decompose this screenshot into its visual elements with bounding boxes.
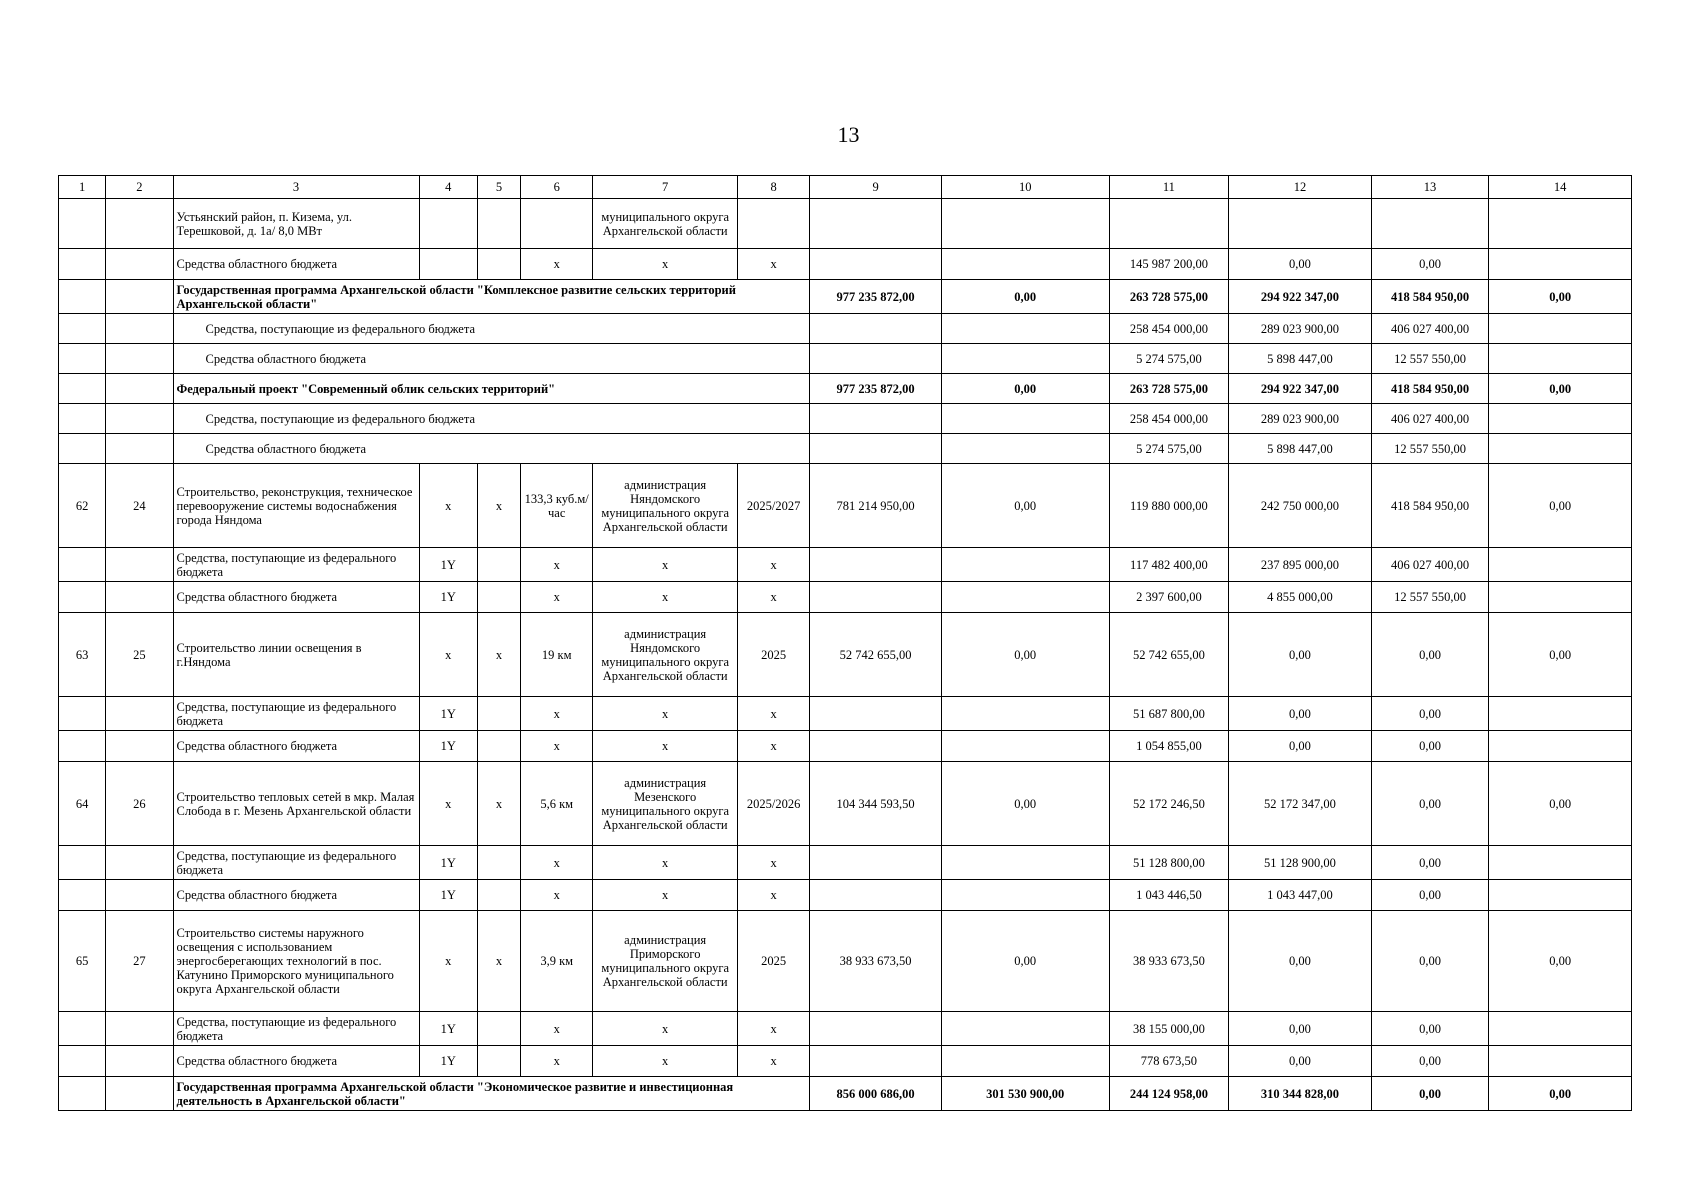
table-cell: Средства областного бюджета: [173, 1046, 419, 1077]
table-cell: x: [419, 911, 477, 1012]
table-cell: x: [521, 249, 593, 280]
table-cell: 119 880 000,00: [1109, 464, 1229, 548]
table-row: [59, 911, 1632, 1012]
table-cell: [59, 404, 106, 434]
table-cell: [1489, 731, 1632, 762]
table-cell: [1489, 249, 1632, 280]
table-cell: 0,00: [1229, 249, 1372, 280]
table-cell: Строительство тепловых сетей в мкр. Малая Слобода в г. Мезень Архангельской области: [173, 762, 419, 846]
table-cell: [810, 1046, 942, 1077]
table-cell: 0,00: [941, 762, 1109, 846]
table-cell: [477, 846, 520, 880]
table-cell: x: [521, 731, 593, 762]
table-cell: x: [593, 697, 738, 731]
budget-table: [58, 175, 1632, 1111]
table-cell: [59, 731, 106, 762]
table-row: [59, 1012, 1632, 1046]
table-cell: 778 673,50: [1109, 1046, 1229, 1077]
table-row: [59, 1046, 1632, 1077]
table-cell: [106, 1046, 173, 1077]
table-cell: x: [593, 1012, 738, 1046]
table-cell: [941, 880, 1109, 911]
table-cell: 5 898 447,00: [1229, 434, 1372, 464]
table-cell: [59, 1012, 106, 1046]
table-cell: [1371, 199, 1489, 249]
table-cell: x: [521, 880, 593, 911]
table-cell: 0,00: [1371, 1012, 1489, 1046]
table-cell: [1489, 344, 1632, 374]
table-cell: 0,00: [1371, 1046, 1489, 1077]
table-cell: 1Y: [419, 697, 477, 731]
table-cell: [106, 280, 173, 314]
table-row: [59, 280, 1632, 314]
table-cell: 0,00: [1371, 249, 1489, 280]
table-cell: [477, 880, 520, 911]
table-cell: x: [737, 1046, 809, 1077]
table-cell: 38 933 673,50: [810, 911, 942, 1012]
table-cell: 12 557 550,00: [1371, 582, 1489, 613]
table-cell: [477, 1046, 520, 1077]
table-cell: x: [593, 249, 738, 280]
table-cell: 25: [106, 613, 173, 697]
table-cell: [941, 1012, 1109, 1046]
table-cell: [810, 548, 942, 582]
table-cell: [1489, 404, 1632, 434]
table-cell: 0,00: [941, 374, 1109, 404]
column-header: 10: [941, 176, 1109, 199]
header-row: [59, 176, 1632, 199]
table-cell: [810, 434, 942, 464]
table-cell: 1 043 446,50: [1109, 880, 1229, 911]
table-cell: 977 235 872,00: [810, 280, 942, 314]
table-cell: [810, 880, 942, 911]
table-cell: x: [593, 731, 738, 762]
table-cell: [941, 249, 1109, 280]
table-cell: x: [593, 846, 738, 880]
table-cell: x: [477, 613, 520, 697]
table-cell: 3,9 км: [521, 911, 593, 1012]
table-cell: Федеральный проект "Современный облик сельских территорий": [173, 374, 810, 404]
table-cell: 19 км: [521, 613, 593, 697]
table-cell: 12 557 550,00: [1371, 344, 1489, 374]
column-header: 5: [477, 176, 520, 199]
column-header: 7: [593, 176, 738, 199]
table-cell: Средства областного бюджета: [173, 582, 419, 613]
table-cell: [810, 846, 942, 880]
table-cell: 2025: [737, 911, 809, 1012]
table-cell: x: [737, 846, 809, 880]
table-cell: Средства, поступающие из федерального бюджета: [173, 404, 810, 434]
table-cell: 310 344 828,00: [1229, 1077, 1372, 1111]
table-cell: 1Y: [419, 548, 477, 582]
table-cell: 781 214 950,00: [810, 464, 942, 548]
table-cell: Строительство, реконструкция, техническое перевооружение системы водоснабжения города Няндома: [173, 464, 419, 548]
table-cell: [810, 249, 942, 280]
table-cell: 145 987 200,00: [1109, 249, 1229, 280]
table-cell: x: [521, 697, 593, 731]
table-cell: x: [521, 582, 593, 613]
table-cell: [1489, 199, 1632, 249]
table-cell: 1 043 447,00: [1229, 880, 1372, 911]
column-header: 8: [737, 176, 809, 199]
table-row: [59, 1077, 1632, 1111]
table-cell: Строительство системы наружного освещения с использованием энергосберегающих технологий в пос. Катунино Приморского муниципального округа Архангельской области: [173, 911, 419, 1012]
table-row: [59, 249, 1632, 280]
table-row: [59, 880, 1632, 911]
table-cell: 0,00: [1371, 762, 1489, 846]
table-cell: 1Y: [419, 1046, 477, 1077]
table-cell: 0,00: [1489, 374, 1632, 404]
table-cell: 2025/2027: [737, 464, 809, 548]
table-cell: 52 172 246,50: [1109, 762, 1229, 846]
table-row: [59, 434, 1632, 464]
table-cell: [59, 697, 106, 731]
table-cell: [810, 582, 942, 613]
table-cell: 0,00: [1229, 1012, 1372, 1046]
table-cell: 0,00: [1489, 613, 1632, 697]
table-cell: [106, 314, 173, 344]
table-cell: [941, 731, 1109, 762]
table-cell: [477, 199, 520, 249]
table-cell: 52 742 655,00: [1109, 613, 1229, 697]
table-cell: 1Y: [419, 846, 477, 880]
table-cell: [1489, 880, 1632, 911]
table-cell: x: [477, 464, 520, 548]
table-cell: [1489, 434, 1632, 464]
table-cell: 2025/2026: [737, 762, 809, 846]
table-cell: [106, 199, 173, 249]
column-header: 4: [419, 176, 477, 199]
table-cell: 2025: [737, 613, 809, 697]
table-cell: [106, 374, 173, 404]
table-cell: [477, 249, 520, 280]
table-cell: [941, 582, 1109, 613]
table-cell: 0,00: [1229, 613, 1372, 697]
table-cell: [106, 846, 173, 880]
table-cell: [59, 374, 106, 404]
table-cell: [59, 1046, 106, 1077]
table-cell: x: [593, 582, 738, 613]
column-header: 13: [1371, 176, 1489, 199]
table-cell: 51 687 800,00: [1109, 697, 1229, 731]
table-cell: 406 027 400,00: [1371, 404, 1489, 434]
table-cell: 51 128 900,00: [1229, 846, 1372, 880]
table-cell: Средства областного бюджета: [173, 731, 419, 762]
table-cell: [941, 199, 1109, 249]
table-cell: [59, 880, 106, 911]
table-row: [59, 613, 1632, 697]
table-cell: администрация Мезенского муниципального округа Архангельской области: [593, 762, 738, 846]
table-cell: [106, 731, 173, 762]
table-cell: [1489, 314, 1632, 344]
table-cell: [810, 314, 942, 344]
table-cell: x: [477, 911, 520, 1012]
table-cell: [810, 731, 942, 762]
table-cell: Средства, поступающие из федерального бюджета: [173, 548, 419, 582]
table-cell: 0,00: [1371, 697, 1489, 731]
table-cell: [810, 1012, 942, 1046]
table-cell: [941, 314, 1109, 344]
table-row: [59, 731, 1632, 762]
table-cell: 4 855 000,00: [1229, 582, 1372, 613]
table-cell: [477, 1012, 520, 1046]
table-row: [59, 404, 1632, 434]
table-row: [59, 548, 1632, 582]
table-cell: [1489, 548, 1632, 582]
table-cell: [1489, 582, 1632, 613]
table-row: [59, 582, 1632, 613]
table-cell: Государственная программа Архангельской области "Комплексное развитие сельских территорий Архангельской области": [173, 280, 810, 314]
table-cell: 0,00: [1489, 464, 1632, 548]
table-row: [59, 314, 1632, 344]
table-cell: 5 274 575,00: [1109, 344, 1229, 374]
table-cell: 12 557 550,00: [1371, 434, 1489, 464]
column-header: 1: [59, 176, 106, 199]
table-cell: 133,3 куб.м/час: [521, 464, 593, 548]
table-cell: x: [593, 548, 738, 582]
table-cell: 418 584 950,00: [1371, 280, 1489, 314]
table-cell: 5 898 447,00: [1229, 344, 1372, 374]
table-cell: x: [737, 548, 809, 582]
table-cell: Средства, поступающие из федерального бюджета: [173, 697, 419, 731]
table-cell: x: [521, 548, 593, 582]
table-cell: [106, 1077, 173, 1111]
table-cell: 977 235 872,00: [810, 374, 942, 404]
table-row: [59, 199, 1632, 249]
table-cell: 0,00: [1371, 1077, 1489, 1111]
table-cell: 5,6 км: [521, 762, 593, 846]
table-cell: [106, 249, 173, 280]
table-cell: 263 728 575,00: [1109, 280, 1229, 314]
table-cell: администрация Няндомского муниципального округа Архангельской области: [593, 464, 738, 548]
table-cell: x: [593, 880, 738, 911]
table-cell: Средства, поступающие из федерального бюджета: [173, 1012, 419, 1046]
table-cell: [419, 249, 477, 280]
table-cell: 117 482 400,00: [1109, 548, 1229, 582]
table-cell: [1489, 1046, 1632, 1077]
table-cell: 63: [59, 613, 106, 697]
table-cell: [59, 280, 106, 314]
table-cell: [59, 434, 106, 464]
table-cell: [106, 1012, 173, 1046]
column-header: 3: [173, 176, 419, 199]
table-cell: x: [737, 249, 809, 280]
table-cell: 5 274 575,00: [1109, 434, 1229, 464]
table-cell: x: [521, 1046, 593, 1077]
table-cell: [106, 697, 173, 731]
table-cell: [1489, 697, 1632, 731]
table-cell: [810, 697, 942, 731]
table-cell: 258 454 000,00: [1109, 404, 1229, 434]
table-cell: x: [521, 1012, 593, 1046]
table-cell: [477, 731, 520, 762]
table-cell: [810, 404, 942, 434]
table-cell: [106, 548, 173, 582]
table-cell: [941, 434, 1109, 464]
table-cell: x: [737, 697, 809, 731]
table-cell: Средства областного бюджета: [173, 434, 810, 464]
table-cell: 24: [106, 464, 173, 548]
table-cell: [59, 199, 106, 249]
page-number: 13: [837, 122, 860, 147]
table-row: [59, 697, 1632, 731]
table-cell: 258 454 000,00: [1109, 314, 1229, 344]
table-row: [59, 344, 1632, 374]
table-cell: [477, 548, 520, 582]
table-cell: [59, 249, 106, 280]
table-cell: 51 128 800,00: [1109, 846, 1229, 880]
column-header: 9: [810, 176, 942, 199]
table-cell: 263 728 575,00: [1109, 374, 1229, 404]
table-cell: [941, 697, 1109, 731]
table-cell: 406 027 400,00: [1371, 314, 1489, 344]
table-cell: 0,00: [1489, 1077, 1632, 1111]
table-cell: [1109, 199, 1229, 249]
table-cell: [59, 582, 106, 613]
table-cell: 301 530 900,00: [941, 1077, 1109, 1111]
table-cell: 0,00: [941, 613, 1109, 697]
table-cell: x: [521, 846, 593, 880]
table-cell: 0,00: [1489, 911, 1632, 1012]
table-cell: 418 584 950,00: [1371, 464, 1489, 548]
table-cell: 0,00: [1371, 880, 1489, 911]
table-cell: Средства областного бюджета: [173, 249, 419, 280]
table-cell: 0,00: [941, 464, 1109, 548]
table-cell: 0,00: [1489, 280, 1632, 314]
table-cell: муниципального округа Архангельской области: [593, 199, 738, 249]
table-cell: x: [477, 762, 520, 846]
table-cell: 104 344 593,50: [810, 762, 942, 846]
table-cell: [106, 404, 173, 434]
table-cell: 418 584 950,00: [1371, 374, 1489, 404]
table-cell: 294 922 347,00: [1229, 280, 1372, 314]
table-cell: [1229, 199, 1372, 249]
table-cell: 406 027 400,00: [1371, 548, 1489, 582]
table-cell: [59, 846, 106, 880]
column-header: 12: [1229, 176, 1372, 199]
table-cell: 0,00: [1229, 1046, 1372, 1077]
table-cell: 0,00: [1371, 731, 1489, 762]
table-cell: 52 742 655,00: [810, 613, 942, 697]
table-cell: [941, 548, 1109, 582]
table-cell: [59, 548, 106, 582]
table-row: [59, 846, 1632, 880]
table-cell: 244 124 958,00: [1109, 1077, 1229, 1111]
table-cell: [59, 314, 106, 344]
column-header: 11: [1109, 176, 1229, 199]
table-cell: 27: [106, 911, 173, 1012]
column-header: 6: [521, 176, 593, 199]
table-cell: [941, 404, 1109, 434]
table-cell: 237 895 000,00: [1229, 548, 1372, 582]
table-cell: [106, 880, 173, 911]
column-header: 14: [1489, 176, 1632, 199]
table-cell: x: [419, 613, 477, 697]
table-cell: Средства, поступающие из федерального бюджета: [173, 314, 810, 344]
table-row: [59, 464, 1632, 548]
table-cell: [59, 344, 106, 374]
table-cell: 2 397 600,00: [1109, 582, 1229, 613]
table-cell: 0,00: [1371, 846, 1489, 880]
table-cell: 62: [59, 464, 106, 548]
table-cell: x: [419, 762, 477, 846]
table-cell: [1489, 846, 1632, 880]
table-cell: 0,00: [941, 280, 1109, 314]
table-cell: x: [737, 880, 809, 911]
table-cell: 38 933 673,50: [1109, 911, 1229, 1012]
table-cell: 1 054 855,00: [1109, 731, 1229, 762]
table-cell: [737, 199, 809, 249]
table-cell: 294 922 347,00: [1229, 374, 1372, 404]
table-cell: x: [737, 731, 809, 762]
table-cell: 65: [59, 911, 106, 1012]
table-cell: администрация Приморского муниципального округа Архангельской области: [593, 911, 738, 1012]
table-cell: 38 155 000,00: [1109, 1012, 1229, 1046]
table-cell: x: [737, 582, 809, 613]
table-cell: 1Y: [419, 731, 477, 762]
table-cell: [521, 199, 593, 249]
table-cell: Средства, поступающие из федерального бюджета: [173, 846, 419, 880]
table-cell: 0,00: [1229, 731, 1372, 762]
table-cell: 289 023 900,00: [1229, 404, 1372, 434]
table-cell: 1Y: [419, 880, 477, 911]
table-cell: 64: [59, 762, 106, 846]
table-cell: [810, 199, 942, 249]
table-cell: 856 000 686,00: [810, 1077, 942, 1111]
table-cell: 1Y: [419, 582, 477, 613]
table-row: [59, 374, 1632, 404]
table-cell: [477, 697, 520, 731]
table-cell: [106, 434, 173, 464]
table-cell: [941, 344, 1109, 374]
table-cell: [1489, 1012, 1632, 1046]
table-cell: 289 023 900,00: [1229, 314, 1372, 344]
table-cell: Устьянский район, п. Кизема, ул. Терешковой, д. 1а/ 8,0 МВт: [173, 199, 419, 249]
table-cell: 0,00: [1489, 762, 1632, 846]
table-cell: x: [419, 464, 477, 548]
table-cell: 0,00: [1229, 911, 1372, 1012]
table-cell: x: [737, 1012, 809, 1046]
table-cell: Строительство линии освещения в г.Няндома: [173, 613, 419, 697]
table-cell: [810, 344, 942, 374]
table-cell: [59, 1077, 106, 1111]
table-cell: Государственная программа Архангельской области "Экономическое развитие и инвестиционная деятельность в Архангельской области": [173, 1077, 810, 1111]
table-cell: [419, 199, 477, 249]
table-cell: 0,00: [1229, 697, 1372, 731]
table-cell: 242 750 000,00: [1229, 464, 1372, 548]
table-cell: 1Y: [419, 1012, 477, 1046]
column-header: 2: [106, 176, 173, 199]
table-cell: 0,00: [1371, 911, 1489, 1012]
table-cell: x: [593, 1046, 738, 1077]
table-cell: 52 172 347,00: [1229, 762, 1372, 846]
table-cell: Средства областного бюджета: [173, 880, 419, 911]
table-cell: Средства областного бюджета: [173, 344, 810, 374]
table-cell: [941, 1046, 1109, 1077]
table-cell: [477, 582, 520, 613]
table-row: [59, 762, 1632, 846]
table-cell: администрация Няндомского муниципального округа Архангельской области: [593, 613, 738, 697]
table-cell: 0,00: [941, 911, 1109, 1012]
table-cell: [941, 846, 1109, 880]
table-cell: [106, 582, 173, 613]
table-cell: [106, 344, 173, 374]
table-cell: 0,00: [1371, 613, 1489, 697]
table-cell: 26: [106, 762, 173, 846]
